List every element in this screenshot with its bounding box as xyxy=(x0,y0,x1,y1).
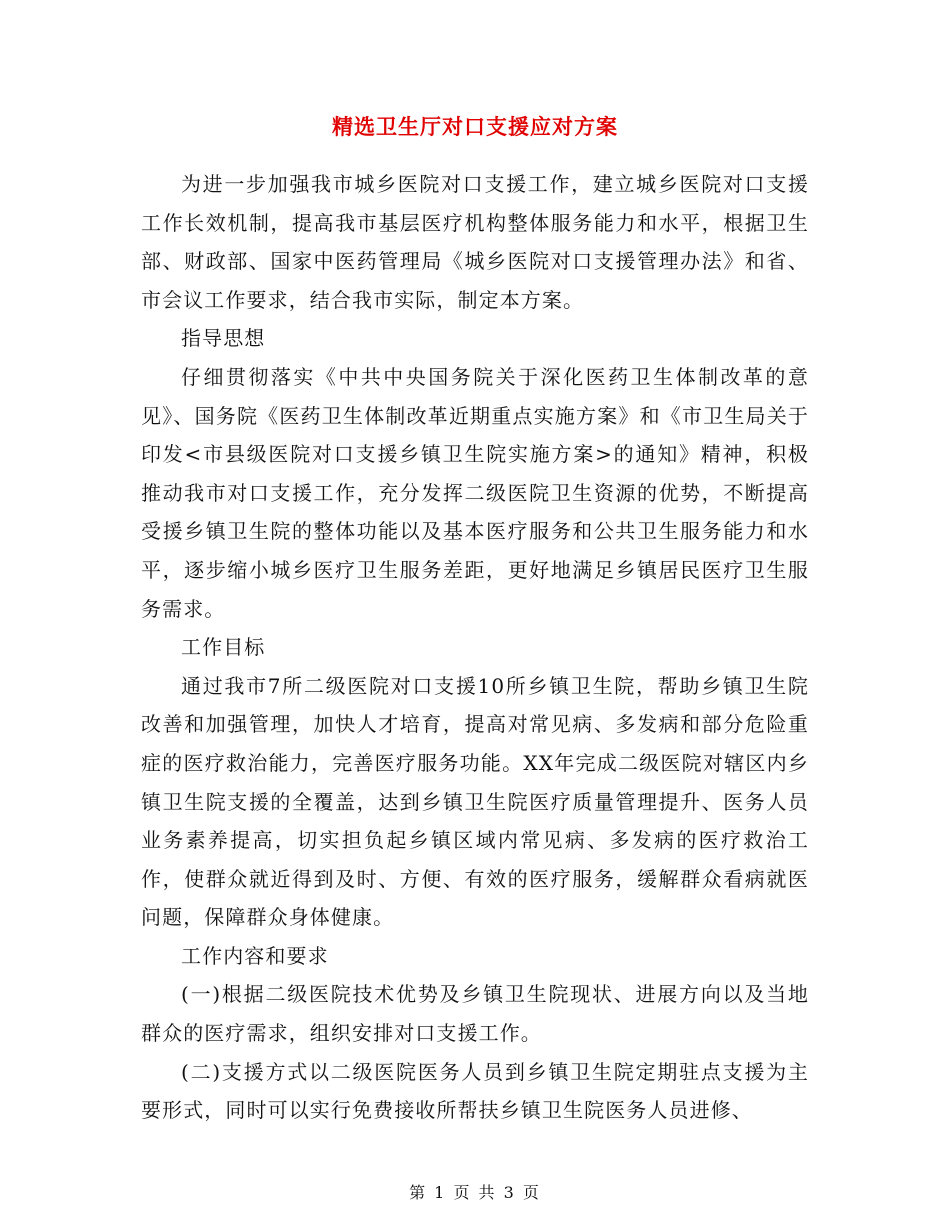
document-title: 精选卫生厅对口支援应对方案 xyxy=(332,114,618,139)
work-content-item-1: (一)根据二级医院技术优势及乡镇卫生院现状、进展方向以及当地群众的医疗需求，组织安排对口支援工作。 xyxy=(141,982,809,1046)
work-goals-paragraph: 通过我市7所二级医院对口支援10所乡镇卫生院，帮助乡镇卫生院改善和加强管理，加快人才培育，提高对常见病、多发病和部分危险重症的医疗救治能力，完善医疗服务功能。XX年完成二级医院对辖区内乡镇卫生院支援的全覆盖，达到乡镇卫生院医疗质量管理提升、医务人员业务素养提高，切实担负起乡镇区域内常见病、多发病的医疗救治工作，使群众就近得到及时、方便、有效的医疗服务，缓解群众看病就医问题，保障群众身体健康。 xyxy=(141,673,809,930)
page-number-footer: 第 1 页 共 3 页 xyxy=(409,1183,541,1202)
document-body xyxy=(141,165,809,1130)
guiding-ideology-paragraph: 仔细贯彻落实《中共中央国务院关于深化医药卫生体制改革的意见》、国务院《医药卫生体制改革近期重点实施方案》和《市卫生局关于印发<市县级医院对口支援乡镇卫生院实施方案>的通知》精神，积极推动我市对口支援工作，充分发挥二级医院卫生资源的优势，不断提高受援乡镇卫生院的整体功能以及基本医疗服务和公共卫生服务能力和水平，逐步缩小城乡医疗卫生服务差距，更好地满足乡镇居民医疗卫生服务需求。 xyxy=(141,364,809,621)
intro-paragraph: 为进一步加强我市城乡医院对口支援工作，建立城乡医院对口支援工作长效机制，提高我市基层医疗机构整体服务能力和水平，根据卫生部、财政部、国家中医药管理局《城乡医院对口支援管理办法》和省、市会议工作要求，结合我市实际，制定本方案。 xyxy=(141,172,809,312)
section-heading-guiding-ideology: 指导思想 xyxy=(181,326,266,351)
section-heading-work-goals: 工作目标 xyxy=(181,635,266,660)
section-heading-work-content: 工作内容和要求 xyxy=(181,943,329,968)
work-content-item-2: (二)支援方式以二级医院医务人员到乡镇卫生院定期驻点支援为主要形式，同时可以实行免费接收所帮扶乡镇卫生院医务人员进修、 xyxy=(141,1059,809,1123)
